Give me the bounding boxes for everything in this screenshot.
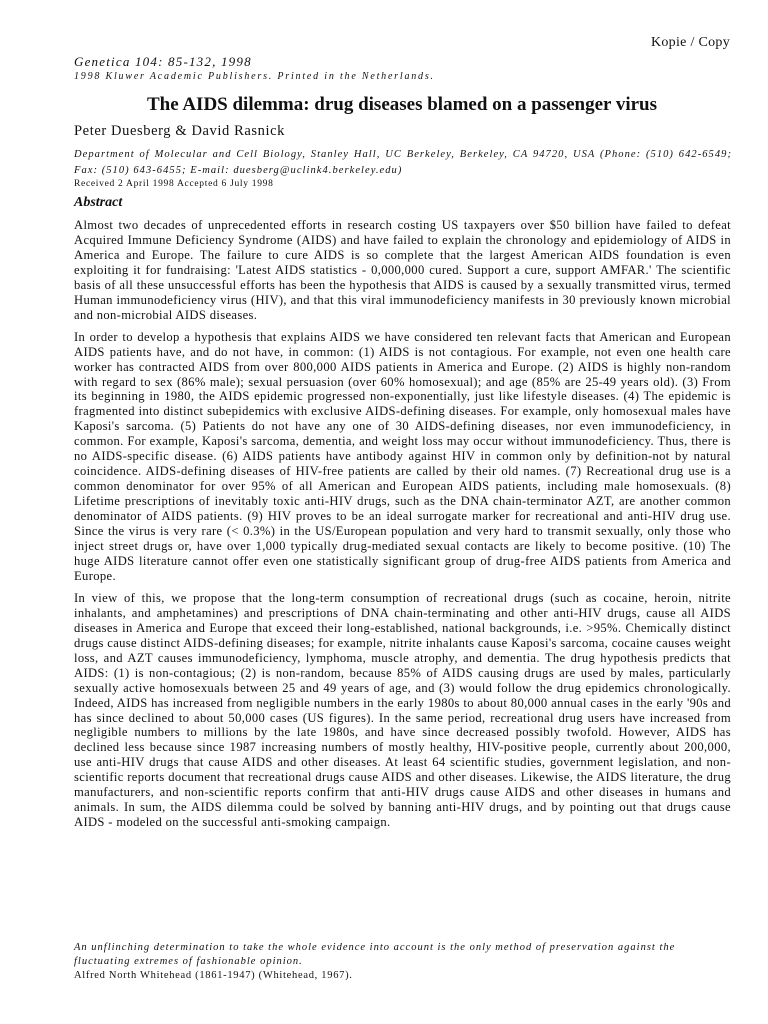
abstract-heading: Abstract [74, 195, 123, 210]
publisher-line: 1998 Kluwer Academic Publishers. Printed in the Netherlands. [74, 71, 435, 82]
author-affiliation: Department of Molecular and Cell Biology, Stanley Hall, UC Berkeley, Berkeley, CA 94720, USA (Phone: (510) 642-6549; Fax: (510) 643-6455; E-mail: duesberg@uclink4.berkeley.edu) [74, 149, 732, 176]
abstract-paragraph: In order to develop a hypothesis that explains AIDS we have considered ten relevant facts that American and European AIDS patients have, and do not have, in common: (1) AIDS is not contagious. For example, not even one health care worker has contracted AIDS from over 800,000 AIDS patients in America and Europe. (2) AIDS is highly non-random with regard to sex (86% male); sexual persuasion (over 60% homosexual); and age (85% are 25-49 years old). (3) From its beginning in 1980, the AIDS epidemic progressed non-exponentially, just like lifestyle diseases. (4) The epidemic is fragmented into distinct subepidemics with exclusive AIDS-defining diseases. For example, only homosexual males have Kaposi's sarcoma. (5) Patients do not have any one of 30 AIDS-defining diseases, nor even immunodeficiency, in common. For example, Kaposi's sarcoma, dementia, and weight loss may occur without immunodeficiency. Thus, there is no AIDS-specific disease. (6) AIDS patients have antibody against HIV in common only by definition-not by natural coincidence. AIDS-defining diseases of HIV-free patients are called by their old names. (7) Recreational drug use is a common denominator for over 95% of all American and European AIDS patients, including male homosexuals. (8) Lifetime prescriptions of inevitably toxic anti-HIV drugs, such as the DNA chain-terminator AZT, are another common denominator of AIDS patients. (9) HIV proves to be an ideal surrogate marker for recreational and anti-HIV drug use. Since the virus is very rare (< 0.3%) in the US/European population and very hard to transmit sexually, only those who inject street drugs or, have over 1,000 typically drug-mediated sexual contacts are likely to become positive. (10) The huge AIDS literature cannot offer even one statistically significant group of drug-free AIDS patients from America and Europe. [74, 329, 731, 583]
abstract-body [74, 218, 731, 837]
author-list: Peter Duesberg & David Rasnick [74, 123, 286, 139]
abstract-paragraph: In view of this, we propose that the long-term consumption of recreational drugs (such as cocaine, heroin, nitrite inhalants, and amphetamines) and prescriptions of DNA chain-terminating and other anti-HIV drugs, cause all AIDS diseases in America and Europe that exceed their long-established, national backgrounds, i.e. >95%. Chemically distinct drugs cause distinct AIDS-defining diseases; for example, nitrite inhalants cause Kaposi's sarcoma, cocaine causes weight loss, and AZT causes immunodeficiency, lymphoma, muscle atrophy, and dementia. The drug hypothesis predicts that AIDS: (1) is non-contagious; (2) is non-random, because 85% of AIDS causing drugs are used by males, particularly sexually active homosexuals between 25 and 49 years of age, and (3) would follow the drug epidemics chronologically. Indeed, AIDS has increased from negligible numbers in the early 1980s to about 80,000 annual cases in the early '90s and has since declined to about 50,000 cases (US figures). In the same period, recreational drug users have increased from negligible numbers to millions by the late 1980s, and have since decreased possibly twofold. However, AIDS has declined less because since 1987 increasing numbers of mostly healthy, HIV-positive people, currently about 200,000, use anti-HIV drugs that cause AIDS and other diseases. At least 64 scientific studies, government legislation, and non-scientific reports document that recreational drugs cause AIDS and other diseases. Likewise, the AIDS literature, the drug manufacturers, and non-scientific reports confirm that anti-HIV drugs cause AIDS and other diseases in humans and animals. In sum, the AIDS dilemma could be solved by banning anti-HIV drugs, and by pointing out that drugs cause AIDS - modeled on the successful anti-smoking campaign. [74, 590, 731, 830]
epigraph-attribution: Alfred North Whitehead (1861-1947) (Whitehead, 1967). [74, 970, 353, 981]
epigraph-quote: An unflinching determination to take the whole evidence into account is the only method of preservation against the fluctuating extremes of fashionable opinion. [74, 942, 676, 967]
journal-citation: Genetica 104: 85-132, 1998 [74, 54, 252, 69]
abstract-paragraph: Almost two decades of unprecedented efforts in research costing US taxpayers over $50 billion have failed to defeat Acquired Immune Deficiency Syndrome (AIDS) and have failed to explain the chronology and epidemiology of AIDS in America and Europe. The failure to cure AIDS is so complete that the largest American AIDS foundation is even exploiting it for fundraising: 'Latest AIDS statistics - 0,000,000 cured. Support a cure, support AMFAR.' The scientific basis of all these unsuccessful efforts has been the hypothesis that AIDS is caused by a sexually transmitted virus, termed Human immunodeficiency virus (HIV), and that this viral immunodeficiency manifests in 30 previously known microbial and non-microbial AIDS diseases. [74, 218, 731, 322]
received-dates: Received 2 April 1998 Accepted 6 July 1998 [74, 179, 274, 189]
copy-stamp: Kopie / Copy [650, 35, 730, 50]
paper-title: The AIDS dilemma: drug diseases blamed on a passenger virus [146, 94, 658, 115]
